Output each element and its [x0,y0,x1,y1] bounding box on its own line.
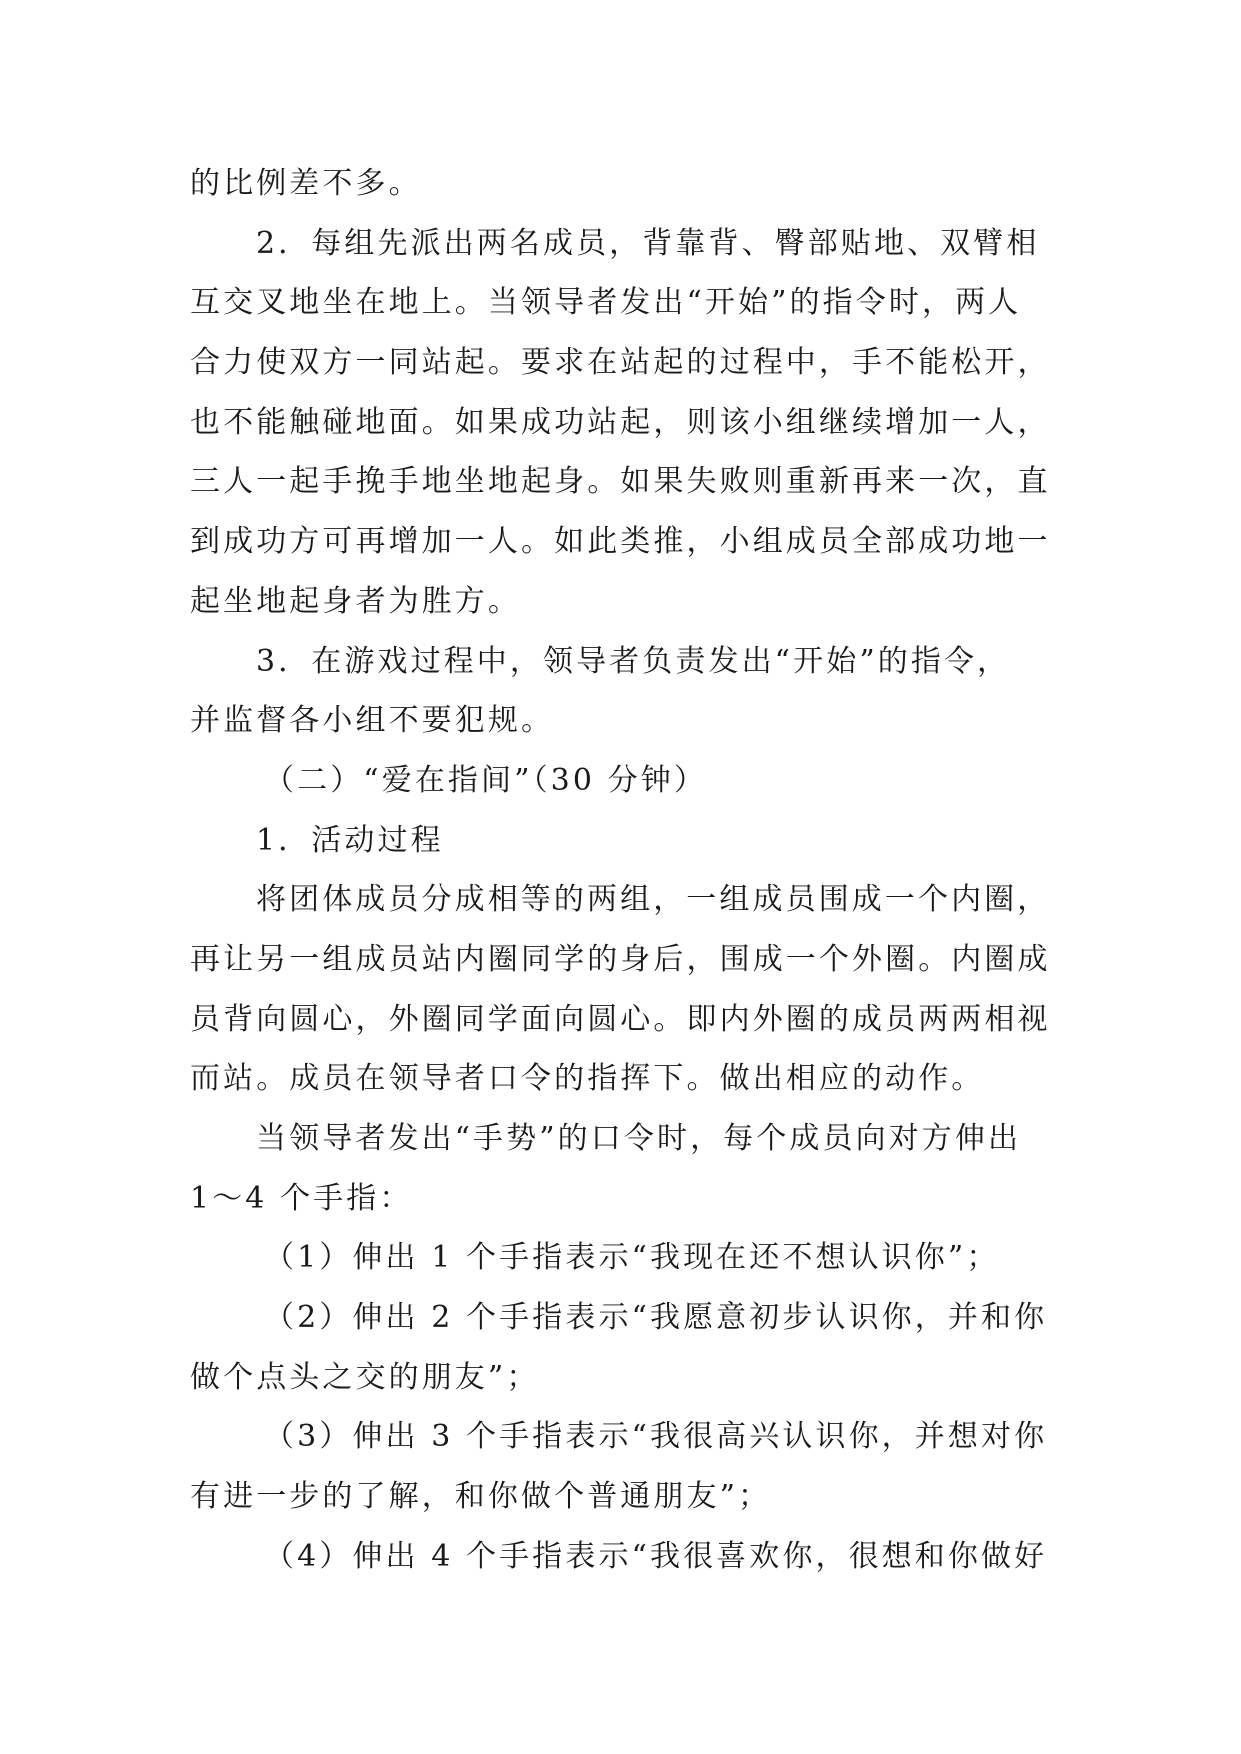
list-item: （4）伸出 4 个手指表示“我很喜欢你，很想和你做好 [264,1538,1048,1574]
text-line: 也不能触碰地面。如果成功站起，则该小组继续增加一人， [190,404,1051,440]
text-line: 再让另一组成员站内圈同学的身后，围成一个外圈。内圈成 [190,941,1051,977]
text-line: 员背向圆心，外圈同学面向圆心。即内外圈的成员两两相视 [190,1001,1051,1037]
text-line: 到成功方可再增加一人。如此类推，小组成员全部成功地一 [190,524,1051,560]
section-heading: （二）“爱在指间”（30 分钟） [264,762,707,798]
text-line: 而站。成员在领导者口令的指挥下。做出相应的动作。 [190,1061,985,1097]
text-line: 1～4 个手指： [190,1180,413,1216]
text-line: 互交叉地坐在地上。当领导者发出“开始”的指令时，两人 [190,285,1022,321]
text-line: 起坐地起身者为胜方。 [190,583,521,619]
text-line: 有进一步的了解，和你做个普通朋友”； [190,1479,772,1515]
list-item: （2）伸出 2 个手指表示“我愿意初步认识你，并和你 [264,1300,1048,1336]
text-line: 合力使双方一同站起。要求在站起的过程中，手不能松开， [190,345,1051,381]
text-line: 三人一起手挽手地坐地起身。如果失败则重新再来一次，直 [190,464,1051,500]
text-line: 2．每组先派出两名成员，背靠背、臀部贴地、双臂相 [256,225,1040,261]
text-line: 当领导者发出“手势”的口令时，每个成员向对方伸出 [256,1121,1022,1156]
subsection-heading: 1．活动过程 [256,822,444,858]
text-line: 并监督各小组不要犯规。 [190,703,555,739]
text-line: 的比例差不多。 [190,166,422,201]
text-line: 将团体成员分成相等的两组，一组成员围成一个内圈， [256,882,1051,918]
list-item: （1）伸出 1 个手指表示“我现在还不想认识你”； [264,1240,1000,1276]
text-line: 3．在游戏过程中，领导者负责发出“开始”的指令， [256,643,1011,679]
list-item: （3）伸出 3 个手指表示“我很高兴认识你，并想对你 [264,1419,1048,1455]
text-line: 做个点头之交的朋友”； [190,1359,540,1395]
body-text [190,154,1052,1587]
